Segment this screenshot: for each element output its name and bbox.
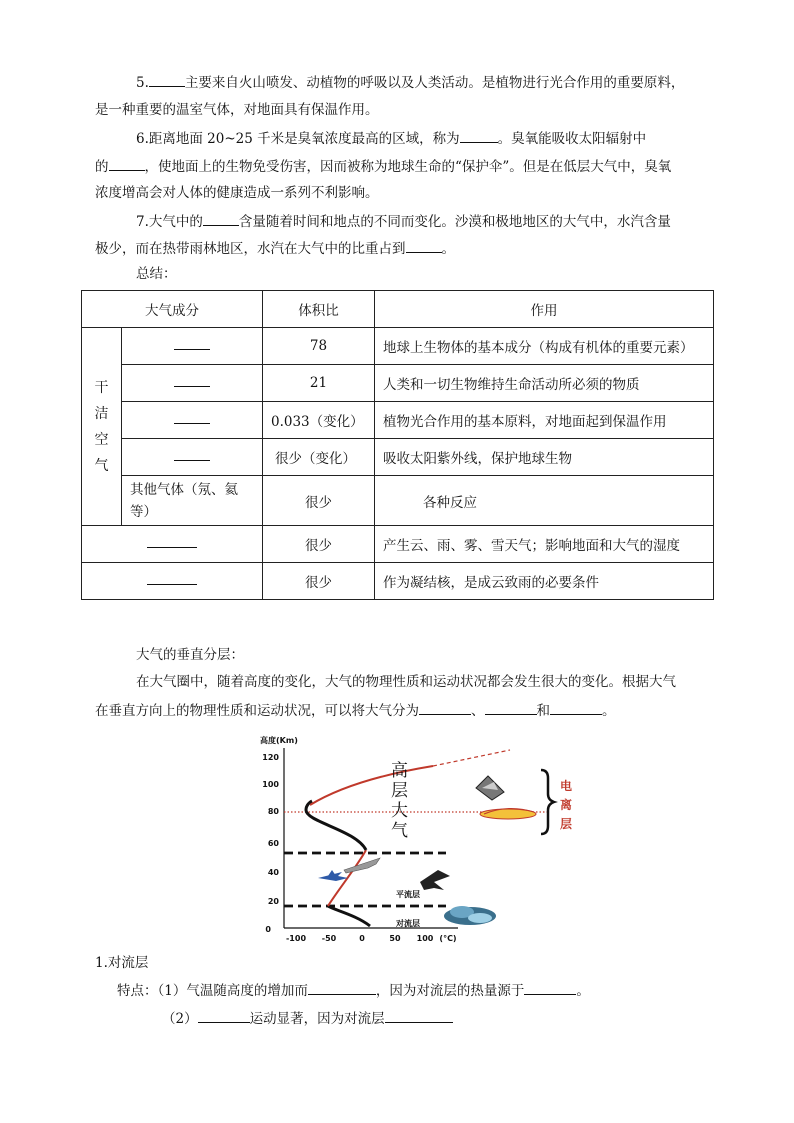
table-row xyxy=(82,365,714,402)
upper-label-char: 层 xyxy=(391,781,408,801)
table-row xyxy=(82,402,714,439)
para-5-line-1 xyxy=(136,72,684,93)
role-cell: 吸收太阳紫外线，保护地球生物 xyxy=(375,439,714,476)
upper-atmosphere-label xyxy=(391,761,408,841)
troposphere-label: 对流层 xyxy=(396,919,420,928)
jet-icon xyxy=(344,858,380,873)
blank xyxy=(308,980,376,995)
role-cell: 各种反应 xyxy=(375,476,714,526)
para-7-line-1 xyxy=(136,211,671,232)
summary-label: 总结： xyxy=(136,266,177,282)
ion-label-char: 电 xyxy=(560,779,573,793)
table-row xyxy=(82,563,714,600)
volume-cell: 很少（变化） xyxy=(263,439,375,476)
blank xyxy=(485,700,537,715)
component-blank xyxy=(122,365,263,402)
y-tick-label: 100 xyxy=(262,780,279,789)
para-7-line-2 xyxy=(95,238,455,259)
thermosphere-temperature-curve xyxy=(310,766,433,805)
volume-cell: 很少 xyxy=(263,526,375,563)
vertical-text-2d: 。 xyxy=(602,703,616,719)
header-volume: 体积比 xyxy=(263,291,375,328)
section-1-feature-1 xyxy=(117,980,590,1001)
table-row xyxy=(82,328,714,365)
mesosphere-temperature-curve xyxy=(306,801,366,850)
para-7-text: 7.大气中的 xyxy=(136,214,203,230)
y-ticks xyxy=(262,753,279,934)
ion-label-char: 层 xyxy=(560,817,573,831)
para-6-text-c: 的 xyxy=(95,159,109,175)
component-blank xyxy=(82,526,263,563)
blank xyxy=(385,1008,453,1023)
volume-cell: 很少 xyxy=(263,476,375,526)
blank xyxy=(550,700,602,715)
section-1-feature-2 xyxy=(162,1008,453,1029)
x-tick-label: 100 xyxy=(416,934,434,943)
other-gas-cell: 其他气体（氖、氦等） xyxy=(122,476,263,526)
volume-cell: 0.033（变化） xyxy=(263,402,375,439)
header-component: 大气成分 xyxy=(82,291,263,328)
upper-label-char: 大 xyxy=(391,801,408,821)
rocket-plane-icon xyxy=(420,870,450,890)
section-1-title: 1.对流层 xyxy=(95,955,149,971)
para-7-text-d: 。 xyxy=(441,241,455,257)
thermosphere-extension xyxy=(433,750,510,766)
dry-air-char: 空 xyxy=(94,431,109,448)
component-blank xyxy=(122,402,263,439)
vertical-text-2 xyxy=(95,700,616,721)
summary-table xyxy=(81,290,714,600)
role-cell: 地球上生物体的基本成分（构成有机体的重要元素） xyxy=(375,328,714,365)
storm-cloud-icon xyxy=(444,906,496,925)
role-cell: 植物光合作用的基本原料，对地面起到保温作用 xyxy=(375,402,714,439)
component-blank xyxy=(122,328,263,365)
para-6-text-b: 。臭氧能吸收太阳辐射中 xyxy=(497,131,647,147)
feature-1-text-b: ，因为对流层的热量源于 xyxy=(375,983,525,999)
stratosphere-label: 平流层 xyxy=(396,890,420,899)
aurora-icon xyxy=(480,808,536,819)
blank xyxy=(406,238,442,253)
blank xyxy=(149,72,185,87)
table-row xyxy=(82,526,714,563)
component-blank xyxy=(122,439,263,476)
blank xyxy=(198,1008,250,1023)
feature-2-text-b: 运动显著，因为对流层 xyxy=(249,1011,385,1027)
x-tick-label: -50 xyxy=(321,934,337,943)
dry-air-char: 洁 xyxy=(94,405,109,422)
para-6-text-d: ，使地面上的生物免受伤害，因而被称为地球生命的“保护伞”。但是在低层大气中，臭氧 xyxy=(144,159,672,175)
para-7-text-b: 含量随着时间和地点的不同而变化。沙漠和极地地区的大气中，水汽含量 xyxy=(238,214,671,230)
dry-air-label xyxy=(82,328,122,526)
table-row xyxy=(82,476,714,526)
para-5-text: 主要来自火山喷发、动植物的呼吸以及人类活动。是植物进行光合作用的重要原料， xyxy=(184,75,685,91)
dry-air-char: 气 xyxy=(94,457,109,474)
x-tick-label: -100 xyxy=(285,934,307,943)
x-tick-label: 0 xyxy=(359,934,365,943)
table-row xyxy=(82,439,714,476)
role-cell: 作为凝结核，是成云致雨的必要条件 xyxy=(375,563,714,600)
x-unit: (°C) xyxy=(439,934,457,943)
para-6-line-3: 浓度增高会对人体的健康造成一系列不利影响。 xyxy=(95,185,379,201)
ionosphere-label xyxy=(560,778,572,831)
para-6-text: 6.距离地面 20~25 千米是臭氧浓度最高的区域，称为 xyxy=(136,131,460,147)
table-header-row xyxy=(82,291,714,328)
feature-1-text: 特点：（1）气温随高度的增加而 xyxy=(117,983,308,999)
blank xyxy=(460,128,498,143)
dry-air-char: 干 xyxy=(94,379,109,396)
header-role: 作用 xyxy=(375,291,714,328)
y-tick-label: 40 xyxy=(267,868,279,877)
vertical-text-2a: 在垂直方向上的物理性质和运动状况，可以将大气分为 xyxy=(95,703,419,719)
volume-cell: 21 xyxy=(263,365,375,402)
ion-label-char: 离 xyxy=(560,798,573,812)
y-tick-label: 60 xyxy=(267,839,279,848)
role-cell: 人类和一切生物维持生命活动所必须的物质 xyxy=(375,365,714,402)
ionosphere-brace xyxy=(541,770,554,834)
blank xyxy=(203,211,239,226)
airplane-icon xyxy=(318,870,348,881)
x-tick-label: 50 xyxy=(389,934,401,943)
blank xyxy=(419,700,471,715)
component-blank xyxy=(82,563,263,600)
volume-cell: 很少 xyxy=(263,563,375,600)
role-cell: 产生云、雨、雾、雪天气；影响地面和大气的湿度 xyxy=(375,526,714,563)
y-tick-label: 20 xyxy=(267,897,279,906)
feature-2-text: （2） xyxy=(162,1011,198,1027)
vertical-text-1: 在大气圈中，随着高度的变化，大气的物理性质和运动状况都会发生很大的变化。根据大气 xyxy=(136,674,676,690)
upper-label-char: 气 xyxy=(391,821,408,841)
volume-cell: 78 xyxy=(263,328,375,365)
y-tick-label: 120 xyxy=(262,753,279,762)
x-ticks xyxy=(286,934,457,943)
para-7-text-c: 极少，而在热带雨林地区，水汽在大气中的比重占到 xyxy=(95,241,406,257)
vertical-text-2c: 和 xyxy=(536,703,550,719)
vertical-title: 大气的垂直分层： xyxy=(136,647,244,663)
blank xyxy=(109,156,145,171)
feature-1-text-c: 。 xyxy=(576,983,590,999)
para-6-line-2 xyxy=(95,156,671,177)
upper-label-char: 高 xyxy=(391,761,408,781)
satellite-icon xyxy=(476,776,504,800)
para-6-line-1 xyxy=(136,128,646,149)
y-tick-label: 80 xyxy=(267,807,279,816)
atmosphere-layer-diagram xyxy=(258,730,588,945)
para-5-number: 5. xyxy=(136,75,149,91)
troposphere-temperature-curve xyxy=(328,906,370,926)
y-axis-label: 高度(Km) xyxy=(260,736,298,745)
y-tick-label: 0 xyxy=(265,925,271,934)
vertical-text-2b: 、 xyxy=(471,703,485,719)
para-5-line-2: 是一种重要的温室气体，对地面具有保温作用。 xyxy=(95,102,379,118)
blank xyxy=(524,980,576,995)
